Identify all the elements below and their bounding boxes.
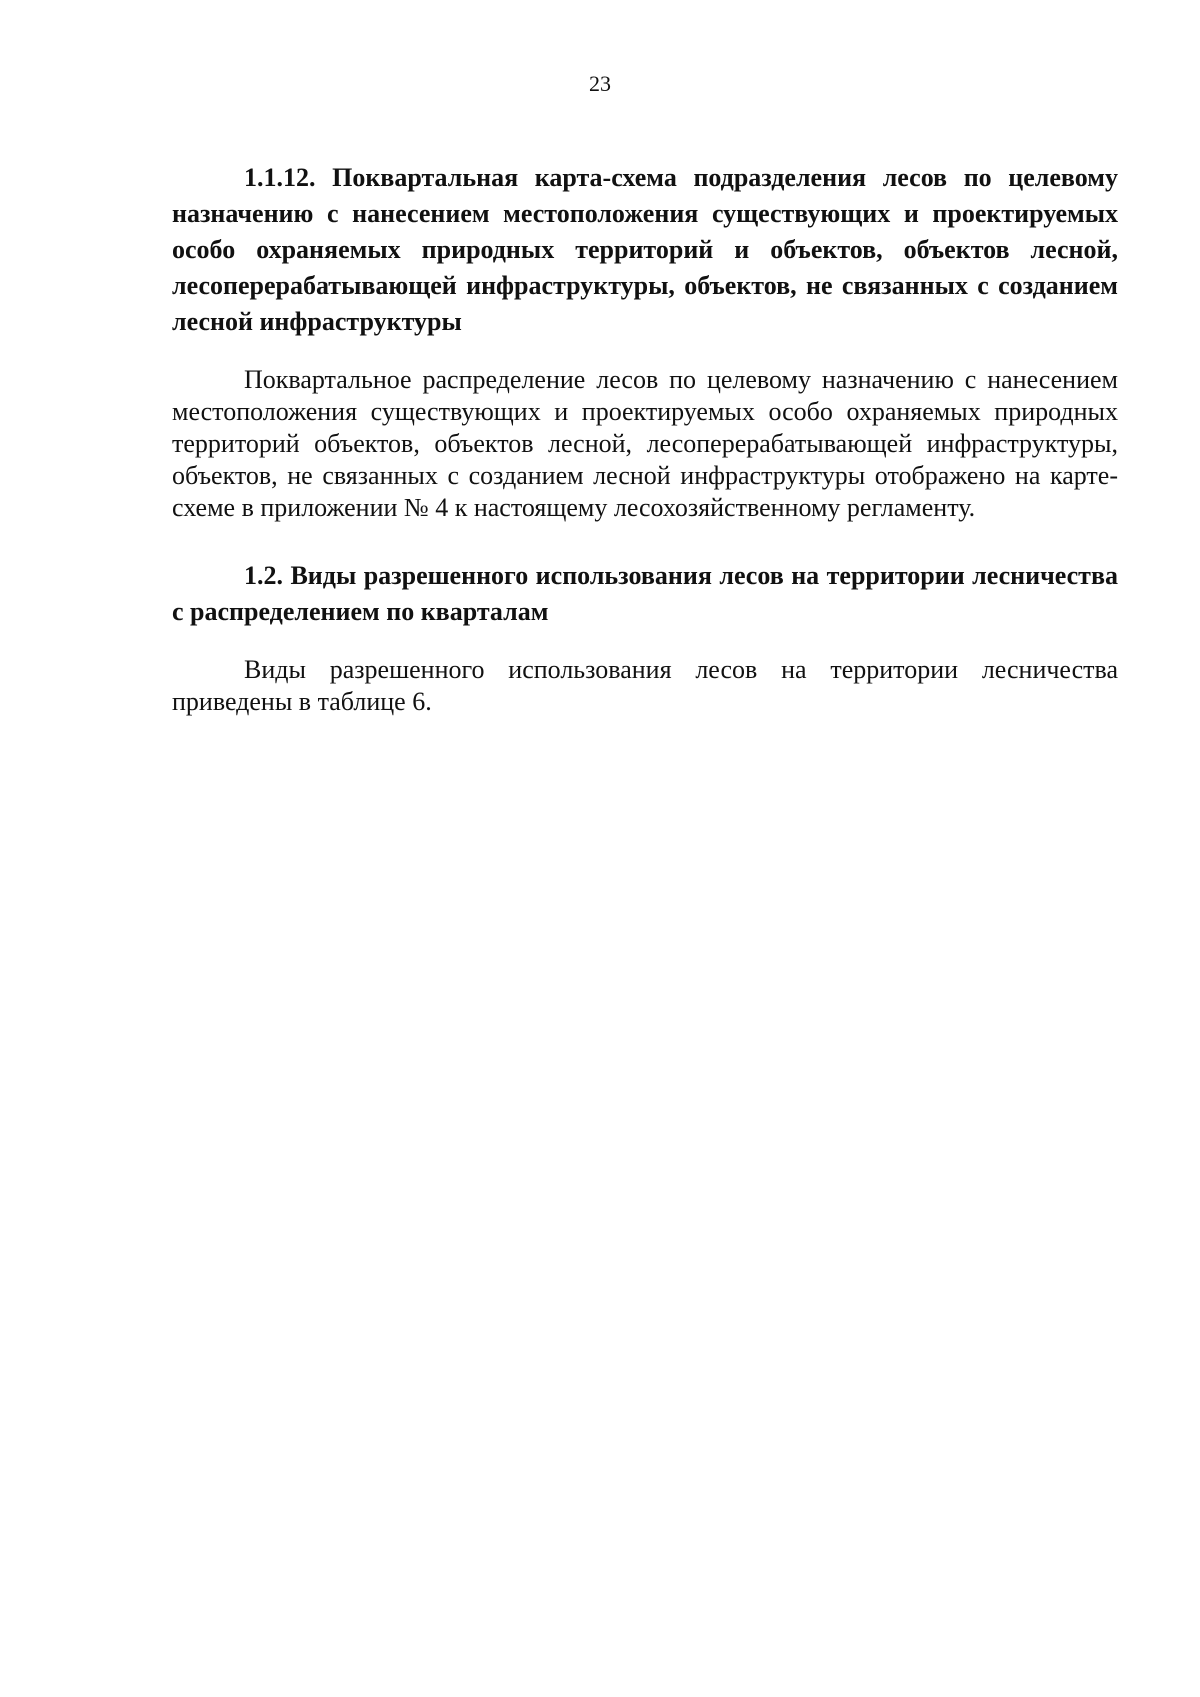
document-body [172,160,1118,718]
section-paragraph-1-2: Виды разрешенного использования лесов на территории лесничества приведены в таблице 6. [172,655,1118,716]
section-heading-1-2: 1.2. Виды разрешенного использования лесов на территории лесничества с распределением по кварталам [172,561,1118,626]
page-number: 23 [589,71,611,96]
section-heading-1-1-12: 1.1.12. Поквартальная карта-схема подразделения лесов по целевому назначению с нанесением местоположения существующих и проектируемых особо охраняемых природных территорий и объектов, объектов лесной, лесоперерабатывающей инфраструктуры, объектов, не связанных с созданием лесной инфраструктуры [172,163,1118,336]
section-paragraph-1-1-12: Поквартальное распределение лесов по целевому назначению с нанесением местоположения существующих и проектируемых особо охраняемых природных территорий объектов, объектов лесной, лесоперерабатывающей инфраструктуры, объектов, не связанных с созданием лесной инфраструктуры отображено на карте-схеме в приложении № 4 к настоящему лесохозяйственному регламенту. [172,365,1118,522]
